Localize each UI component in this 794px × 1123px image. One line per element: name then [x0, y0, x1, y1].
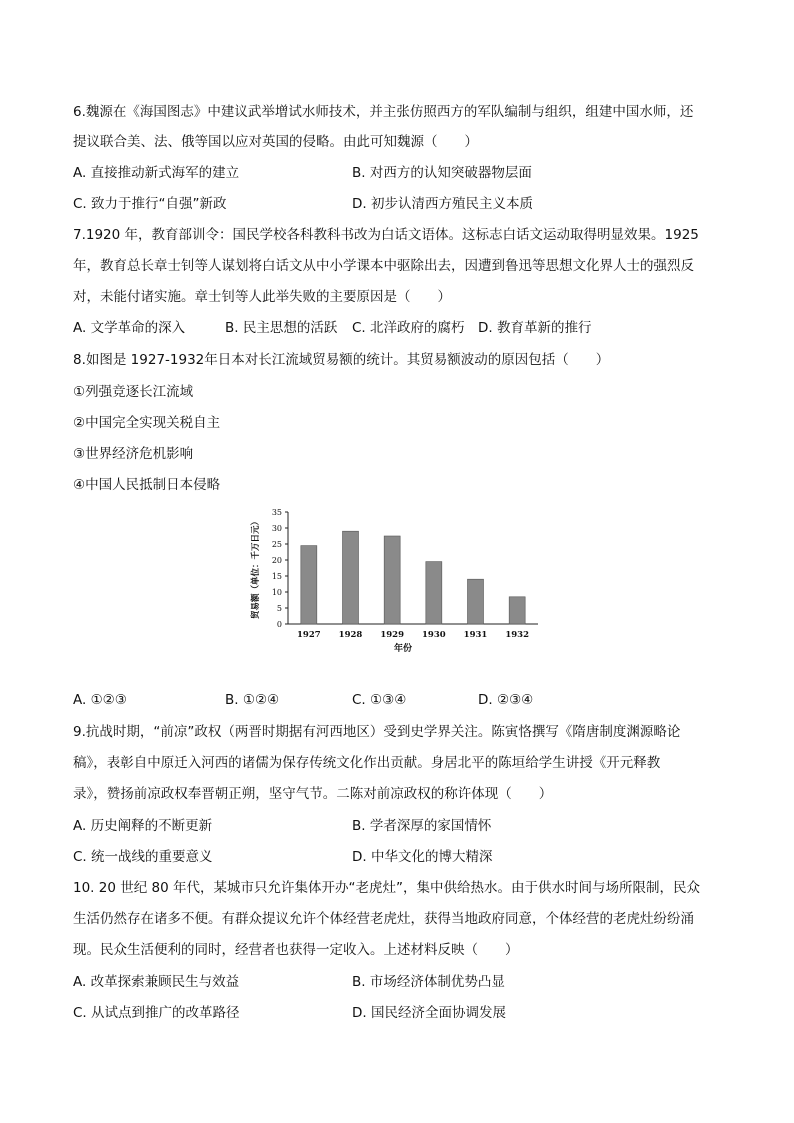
- q7-option-c[interactable]: C. 北洋政府的腐朽: [352, 320, 465, 336]
- q10-option-b[interactable]: B. 市场经济体制优势凸显: [352, 974, 505, 990]
- q10-option-c[interactable]: C. 从试点到推广的改革路径: [73, 1005, 240, 1021]
- q7-option-b[interactable]: B. 民主思想的活跃: [225, 320, 338, 336]
- q6-option-b[interactable]: B. 对西方的认知突破器物层面: [352, 165, 532, 181]
- q6-stem-line1: 6.魏源在《海国图志》中建议武举增试水师技术，并主张仿照西方的军队编制与组织，组建中国水师，还: [73, 104, 694, 120]
- bar-1928: [343, 531, 359, 624]
- q9-option-c[interactable]: C. 统一战线的重要意义: [73, 849, 213, 865]
- x-tick-label: 1927: [296, 630, 321, 640]
- bar-1927: [301, 546, 317, 624]
- y-tick-label: 30: [271, 524, 282, 533]
- y-tick-label: 25: [271, 540, 282, 549]
- q8-option-b[interactable]: B. ①②④: [225, 692, 280, 708]
- q8-option-a[interactable]: A. ①②③: [73, 692, 127, 708]
- q8-item-3: ③世界经济危机影响: [73, 446, 194, 462]
- q8-option-d[interactable]: D. ②③④: [478, 692, 534, 708]
- bar-1929: [384, 536, 400, 624]
- y-tick-label: 20: [271, 556, 282, 565]
- trade-volume-bar-chart: [238, 500, 548, 660]
- y-axis-title: 贸易额（单位：千万日元）: [251, 516, 261, 620]
- q6-option-a[interactable]: A. 直接推动新式海军的建立: [73, 165, 240, 181]
- q6-stem-line2: 提议联合美、法、俄等国以应对英国的侵略。由此可知魏源（ ）: [73, 134, 478, 150]
- bar-1930: [426, 562, 442, 624]
- q7-stem-line2: 年，教育总长章士钊等人谋划将白话文从中小学课本中驱除出去，因遭到鲁迅等思想文化界人士的强烈反: [73, 258, 694, 274]
- x-tick-label: 1932: [505, 630, 530, 640]
- q7-stem-line3: 对，未能付诸实施。章士钊等人此举失败的主要原因是（ ）: [73, 289, 451, 305]
- y-tick-label: 5: [276, 604, 282, 613]
- q10-stem-line2: 生活仍然存在诸多不便。有群众提议允许个体经营老虎灶，获得当地政府同意，个体经营的老虎灶纷纷涌: [73, 911, 694, 927]
- q9-stem-line2: 稿》，表彰自中原迁入河西的诸儒为保存传统文化作出贡献。身居北平的陈垣给学生讲授《开元释教: [73, 755, 661, 771]
- q9-option-a[interactable]: A. 历史阐释的不断更新: [73, 818, 213, 834]
- q10-option-a[interactable]: A. 改革探索兼顾民生与效益: [73, 974, 240, 990]
- x-tick-label: 1931: [463, 630, 488, 640]
- q8-item-2: ②中国完全实现关税自主: [73, 415, 221, 431]
- bar-1932: [509, 597, 525, 624]
- q9-stem-line3: 录》，赞扬前凉政权奉晋朝正朔，坚守气节。二陈对前凉政权的称许体现（ ）: [73, 786, 553, 802]
- q10-stem-line1: 10. 20 世纪 80 年代，某城市只允许集体开办“老虎灶”，集中供给热水。由于供水时间与场所限制，民众: [73, 880, 700, 896]
- bar-1931: [468, 579, 484, 624]
- x-tick-label: 1930: [421, 630, 446, 640]
- q8-option-c[interactable]: C. ①③④: [352, 692, 407, 708]
- q10-stem-line3: 现。民众生活便利的同时，经营者也获得一定收入。上述材料反映（ ）: [73, 942, 519, 958]
- x-tick-label: 1928: [338, 630, 363, 640]
- q7-option-d[interactable]: D. 教育革新的推行: [478, 320, 592, 336]
- q8-item-1: ①列强竞逐长江流域: [73, 384, 194, 400]
- x-tick-label: 1929: [380, 630, 405, 640]
- y-tick-label: 15: [271, 572, 282, 581]
- q7-stem-line1: 7.1920 年，教育部训令：国民学校各科教科书改为白话文语体。这标志白话文运动取得明显效果。1925: [73, 227, 699, 243]
- x-axis-title: 年份: [393, 644, 413, 654]
- q9-option-b[interactable]: B. 学者深厚的家国情怀: [352, 818, 492, 834]
- q9-stem-line1: 9.抗战时期，“前凉”政权（两晋时期据有河西地区）受到史学界关注。陈寅恪撰写《隋唐制度渊源略论: [73, 724, 681, 740]
- q9-option-d[interactable]: D. 中华文化的博大精深: [352, 849, 493, 865]
- y-tick-label: 35: [271, 508, 282, 517]
- q10-option-d[interactable]: D. 国民经济全面协调发展: [352, 1005, 506, 1021]
- q6-option-d[interactable]: D. 初步认清西方殖民主义本质: [352, 196, 533, 212]
- q7-option-a[interactable]: A. 文学革命的深入: [73, 320, 186, 336]
- y-tick-label: 0: [276, 620, 282, 629]
- y-tick-label: 10: [271, 588, 282, 597]
- q6-option-c[interactable]: C. 致力于推行“自强”新政: [73, 196, 227, 212]
- q8-stem-line1: 8.如图是 1927-1932年日本对长江流域贸易额的统计。其贸易额波动的原因包括（ ）: [73, 352, 610, 368]
- q8-item-4: ④中国人民抵制日本侵略: [73, 477, 221, 493]
